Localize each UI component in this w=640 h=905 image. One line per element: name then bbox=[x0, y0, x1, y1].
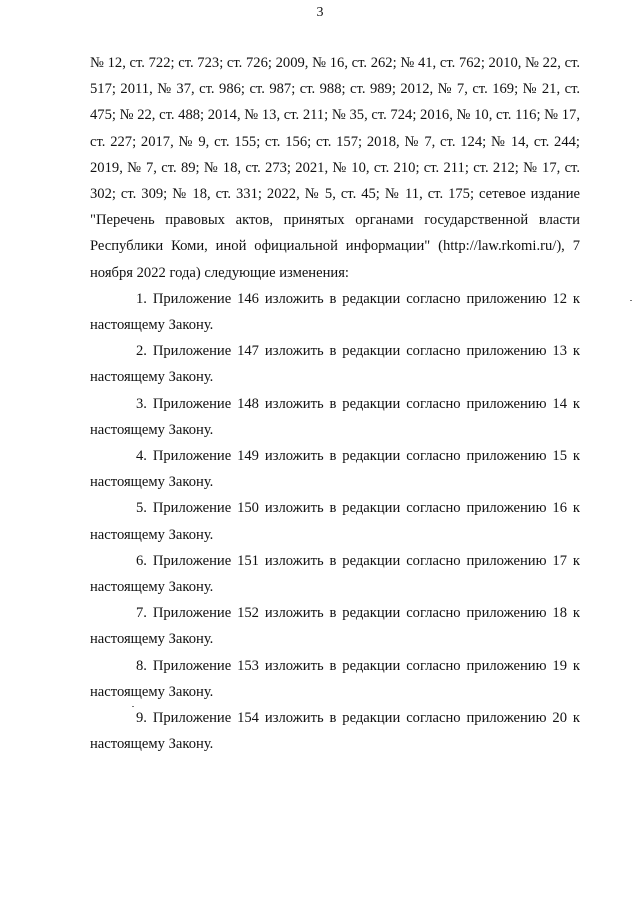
amendment-item: 1. Приложение 146 изложить в редакции согласно приложению 12 к настоящему Закону. bbox=[90, 290, 580, 334]
amendment-item: 6. Приложение 151 изложить в редакции согласно приложению 17 к настоящему Закону. bbox=[90, 552, 580, 596]
document-body bbox=[90, 50, 580, 757]
amendment-item: 8. Приложение 153 изложить в редакции согласно приложению 19 к настоящему Закону. bbox=[90, 657, 580, 700]
amendment-item: 7. Приложение 152 изложить в редакции согласно приложению 18 к настоящему Закону. bbox=[90, 605, 580, 648]
amendment-item: 5. Приложение 150 изложить в редакции согласно приложению 16 к настоящему Закону. bbox=[90, 500, 580, 543]
amendment-item: 3. Приложение 148 изложить в редакции согласно приложению 14 к настоящему Закону. bbox=[90, 395, 580, 438]
page-number: 3 bbox=[316, 5, 324, 20]
amendment-item: 9. Приложение 154 изложить в редакции согласно приложению 20 к настоящему Закону. bbox=[90, 710, 580, 753]
amendment-item: 2. Приложение 147 изложить в редакции согласно приложению 13 к настоящему Закону. bbox=[90, 343, 580, 386]
scan-speck bbox=[630, 300, 632, 301]
amendment-item: 4. Приложение 149 изложить в редакции согласно приложению 15 к настоящему Закону. bbox=[90, 448, 580, 491]
amendment-list bbox=[90, 286, 580, 758]
scan-speck bbox=[132, 706, 134, 707]
intro-paragraph: № 12, ст. 722; ст. 723; ст. 726; 2009, № 16, ст. 262; № 41, ст. 762; 2010, № 22, ст. 517; 2011, № 37, ст. 986; ст. 987; ст. 988; ст. 989; 2012, № 7, ст. 169; № 21, ст. 475; № 22, ст. 488; 2014, № 13, ст. 211; № 35, ст. 724; 2016, № 10, ст. 116; № 17, ст. 227; 2017, № 9, ст. 155; ст. 156; ст. 157; 2018, № 7, ст. 124; № 14, ст. 244; 2019, № 7, ст. 89; № 18, ст. 273; 2021, № 10, ст. 210; ст. 211; ст. 212; № 17, ст. 302; ст. 309; № 18, ст. 331; 2022, № 5, ст. 45; № 11, ст. 175; сетевое издание "Перечень правовых актов, принятых органами государственной власти Республики Коми, иной официальной информации" (http://law.rkomi.ru/), 7 ноября 2022 года) следующие изменения: bbox=[90, 55, 580, 281]
